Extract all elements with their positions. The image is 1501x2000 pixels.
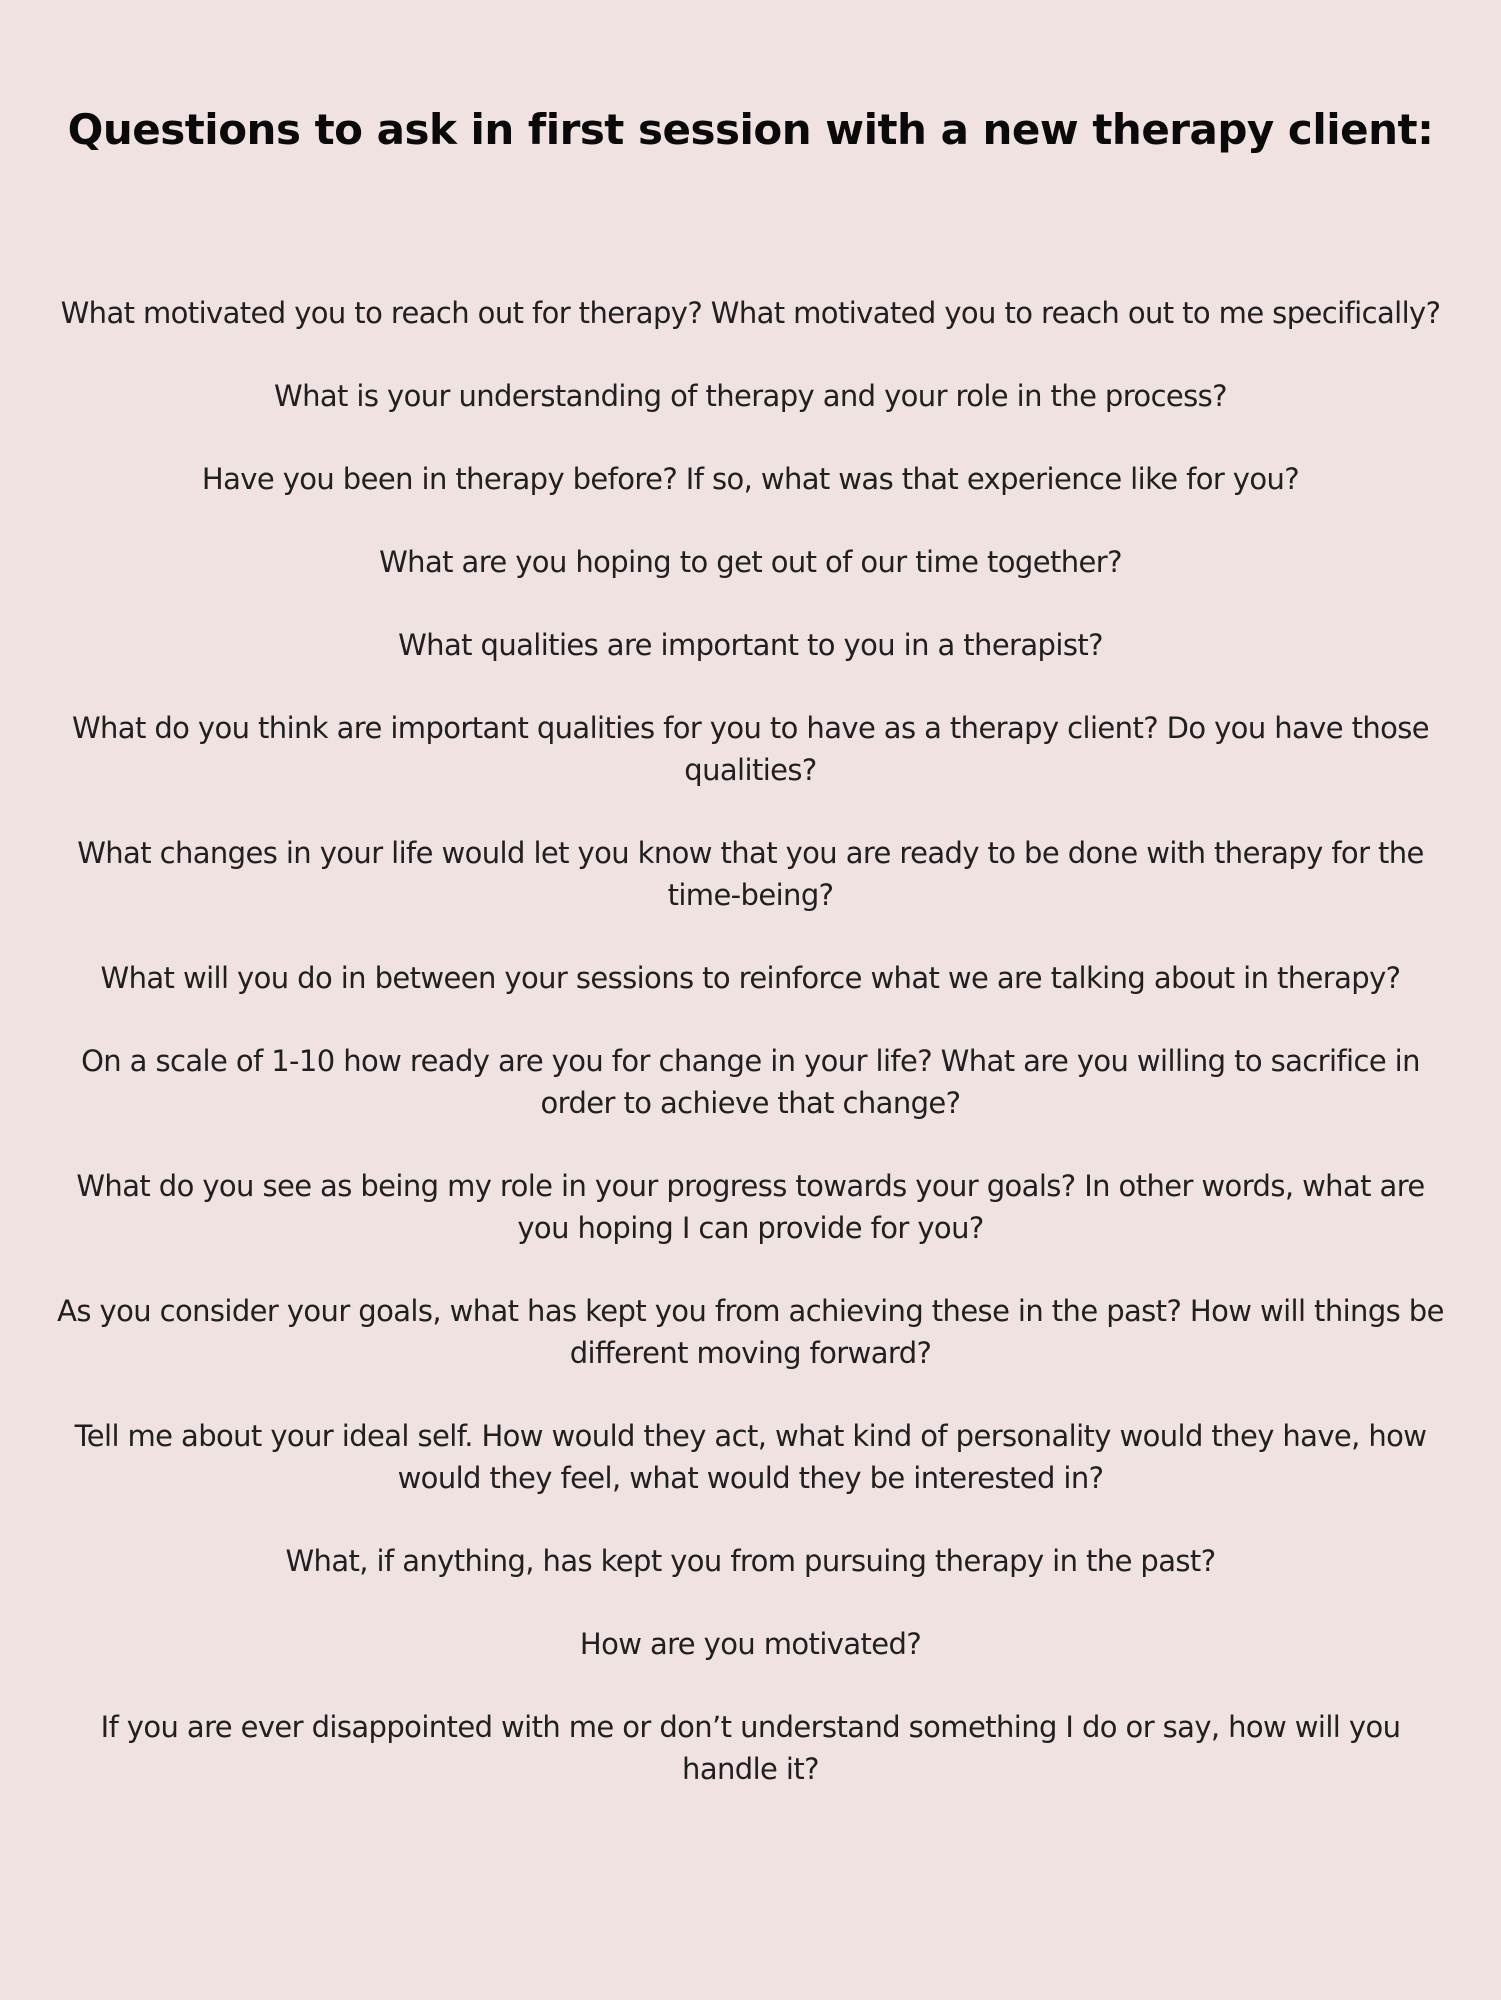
question-item: What, if anything, has kept you from pursuing therapy in the past? xyxy=(285,1544,1216,1578)
question-list xyxy=(55,292,1446,1831)
question-item: Tell me about your ideal self. How would they act, what kind of personality would they have, how would they feel, what would they be interested in? xyxy=(74,1419,1427,1495)
question-item: What do you think are important qualities for you to have as a therapy client? Do you have those qualities? xyxy=(71,711,1430,787)
question-item: What are you hoping to get out of our time together? xyxy=(379,545,1122,579)
question-item: What is your understanding of therapy and your role in the process? xyxy=(274,379,1227,413)
page-title: Questions to ask in first session with a new therapy client: xyxy=(67,105,1434,154)
question-item: What qualities are important to you in a therapist? xyxy=(398,628,1103,662)
question-item: What will you do in between your sessions to reinforce what we are talking about in therapy? xyxy=(100,961,1401,995)
question-item: Have you been in therapy before? If so, what was that experience like for you? xyxy=(201,462,1300,496)
question-item: How are you motivated? xyxy=(579,1627,922,1661)
question-item: What motivated you to reach out for therapy? What motivated you to reach out to me specifically? xyxy=(60,296,1441,330)
question-item: What do you see as being my role in your progress towards your goals? In other words, what are you hoping I can provide for you? xyxy=(76,1169,1425,1245)
question-item: On a scale of 1-10 how ready are you for change in your life? What are you willing to sacrifice in order to achieve that change? xyxy=(81,1044,1420,1120)
question-item: If you are ever disappointed with me or don’t understand something I do or say, how will you handle it? xyxy=(100,1710,1401,1786)
question-item: As you consider your goals, what has kept you from achieving these in the past? How will things be different moving forward? xyxy=(57,1294,1444,1370)
question-item: What changes in your life would let you know that you are ready to be done with therapy for the time-being? xyxy=(77,836,1424,912)
